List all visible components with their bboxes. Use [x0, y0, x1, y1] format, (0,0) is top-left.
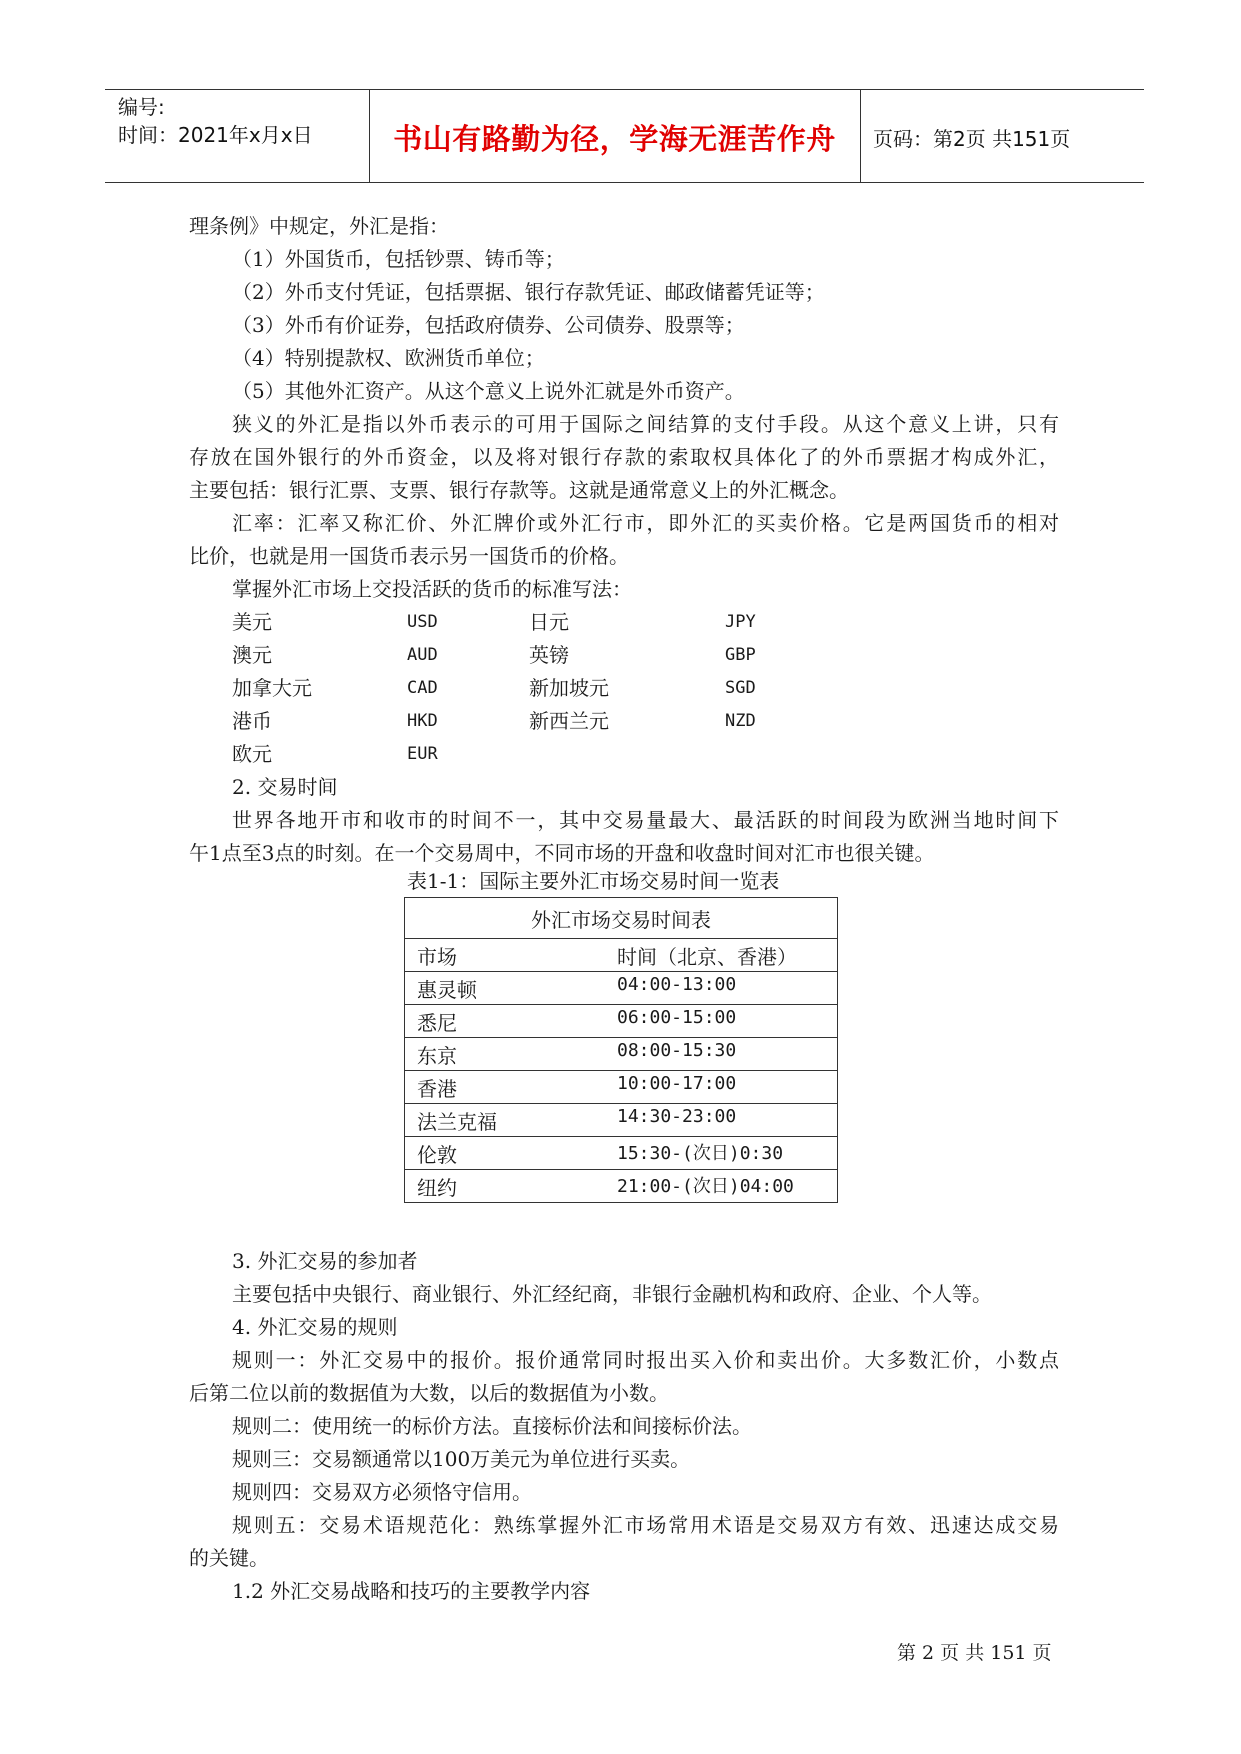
section-heading: 3. 外汇交易的参加者	[232, 1249, 418, 1273]
paragraph-line: 存放在国外银行的外币资金，以及将对银行存款的索取权具体化了的外币票据才构成外汇，	[189, 445, 1059, 469]
section-heading: 2. 交易时间	[232, 775, 338, 799]
currency-name: 港币	[232, 709, 272, 733]
market-cell: 法兰克福	[417, 1109, 497, 1134]
table-row	[405, 1005, 838, 1038]
section-heading: 4. 外汇交易的规则	[232, 1315, 398, 1339]
time-cell: 06:00-15:00	[617, 1006, 737, 1028]
currency-name: 新西兰元	[529, 709, 609, 733]
table-row	[405, 1170, 838, 1203]
table-header-row	[405, 939, 838, 972]
rule-line: 规则三：交易额通常以100万美元为单位进行买卖。	[232, 1447, 691, 1471]
paragraph-line: 理条例》中规定，外汇是指：	[189, 214, 449, 238]
currency-name: 欧元	[232, 742, 272, 766]
market-cell: 伦敦	[417, 1142, 457, 1167]
table-row	[405, 972, 838, 1005]
currency-code: CAD	[407, 678, 438, 698]
header-top-rule	[105, 89, 1144, 90]
market-hours-table	[404, 897, 838, 1203]
table-row	[405, 1038, 838, 1071]
currency-name: 美元	[232, 610, 272, 634]
currency-code: AUD	[407, 645, 438, 665]
currency-code: NZD	[725, 711, 756, 731]
table-row	[405, 1071, 838, 1104]
header-motto: 书山有路勤为径，学海无涯苦作舟	[393, 122, 836, 156]
page-header	[105, 89, 1144, 183]
paragraph-line: 午1点至3点的时刻。在一个交易周中，不同市场的开盘和收盘时间对汇市也很关键。	[189, 841, 935, 865]
column-header-time: 时间（北京、香港）	[617, 944, 797, 969]
doc-number-label: 编号:	[118, 95, 165, 119]
list-item: （2）外币支付凭证，包括票据、银行存款凭证、邮政储蓄凭证等；	[232, 280, 825, 304]
paragraph-line: 主要包括：银行汇票、支票、银行存款等。这就是通常意义上的外汇概念。	[189, 478, 849, 502]
paragraph-line: 比价，也就是用一国货币表示另一国货币的价格。	[189, 544, 629, 568]
time-cell: 21:00-(次日)04:00	[617, 1175, 794, 1197]
currency-name: 英镑	[529, 643, 569, 667]
market-cell: 东京	[417, 1043, 457, 1068]
list-item: （4）特别提款权、欧洲货币单位；	[232, 346, 545, 370]
market-cell: 惠灵顿	[417, 977, 477, 1002]
table-row	[405, 1104, 838, 1137]
header-page-number: 页码：第2页 共151页	[873, 127, 1071, 151]
market-cell: 悉尼	[417, 1010, 457, 1035]
time-cell: 14:30-23:00	[617, 1105, 737, 1127]
rule-line: 后第二位以前的数据值为大数，以后的数据值为小数。	[189, 1381, 669, 1405]
currency-code: JPY	[725, 612, 756, 632]
paragraph-line: 世界各地开市和收市的时间不一，其中交易量最大、最活跃的时间段为欧洲当地时间下	[232, 808, 1059, 832]
table-row	[405, 1137, 838, 1170]
market-cell: 纽约	[417, 1175, 457, 1200]
paragraph-line: 主要包括中央银行、商业银行、外汇经纪商，非银行金融机构和政府、企业、个人等。	[232, 1282, 992, 1306]
list-item: （5）其他外汇资产。从这个意义上说外汇就是外币资产。	[232, 379, 745, 403]
currency-name: 澳元	[232, 643, 272, 667]
header-bottom-rule	[105, 182, 1144, 183]
column-header-market: 市场	[417, 944, 457, 969]
time-cell: 15:30-(次日)0:30	[617, 1142, 784, 1164]
currency-code: GBP	[725, 645, 756, 665]
section-heading: 1.2 外汇交易战略和技巧的主要教学内容	[232, 1579, 591, 1603]
currency-code: SGD	[725, 678, 756, 698]
header-divider	[860, 89, 861, 183]
rule-line: 规则一：外汇交易中的报价。报价通常同时报出买入价和卖出价。大多数汇价，小数点	[232, 1348, 1059, 1372]
paragraph-line: 狭义的外汇是指以外币表示的可用于国际之间结算的支付手段。从这个意义上讲，只有	[232, 412, 1059, 436]
paragraph-line: 汇率：汇率又称汇价、外汇牌价或外汇行市，即外汇的买卖价格。它是两国货币的相对	[232, 511, 1059, 535]
time-cell: 10:00-17:00	[617, 1072, 737, 1094]
currency-code: USD	[407, 612, 438, 632]
list-item: （3）外币有价证券，包括政府债券、公司债券、股票等；	[232, 313, 745, 337]
currency-name: 加拿大元	[232, 676, 312, 700]
currency-name: 日元	[529, 610, 569, 634]
doc-time-label: 时间：2021年x月x日	[118, 123, 313, 147]
rule-line: 规则二：使用统一的标价方法。直接标价法和间接标价法。	[232, 1414, 752, 1438]
rule-line: 规则五：交易术语规范化：熟练掌握外汇市场常用术语是交易双方有效、迅速达成交易	[232, 1513, 1059, 1537]
currency-name: 新加坡元	[529, 676, 609, 700]
rule-line: 规则四：交易双方必须恪守信用。	[232, 1480, 532, 1504]
currency-code: EUR	[407, 744, 438, 764]
table-caption: 表1-1：国际主要外汇市场交易时间一览表	[407, 869, 780, 893]
market-cell: 香港	[417, 1076, 457, 1101]
table-title: 外汇市场交易时间表	[405, 898, 838, 939]
currency-code: HKD	[407, 711, 438, 731]
time-cell: 04:00-13:00	[617, 973, 737, 995]
page-footer: 第 2 页 共 151 页	[897, 1642, 1052, 1664]
rule-line: 的关键。	[189, 1546, 269, 1570]
time-cell: 08:00-15:30	[617, 1039, 737, 1061]
paragraph-line: 掌握外汇市场上交投活跃的货币的标准写法：	[232, 577, 632, 601]
list-item: （1）外国货币，包括钞票、铸币等；	[232, 247, 565, 271]
